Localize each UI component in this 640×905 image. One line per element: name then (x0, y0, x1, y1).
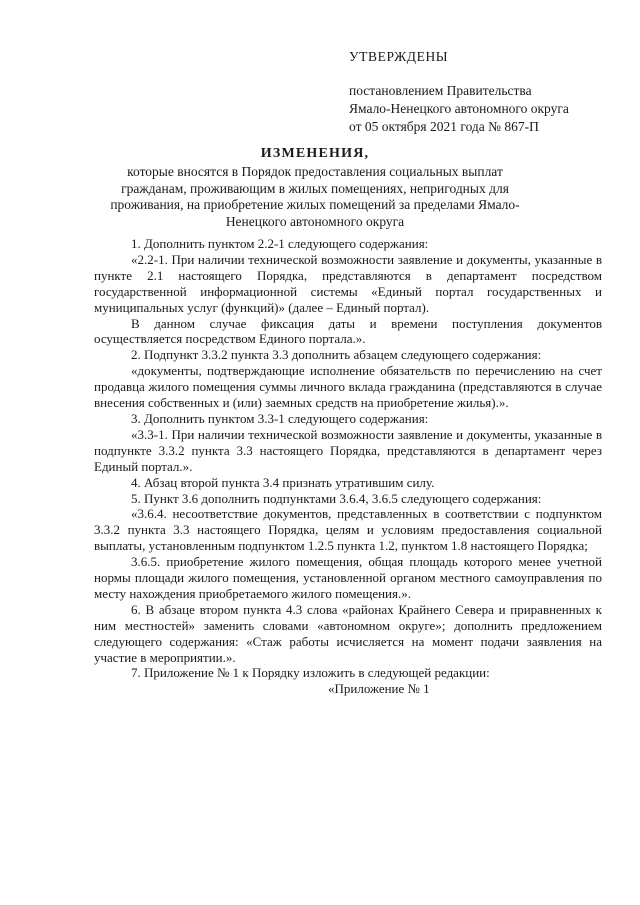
appendix-heading: «Приложение № 1 (328, 681, 430, 697)
document-body (94, 236, 602, 697)
paragraph-7: «3.3-1. При наличии технической возможности заявление и документы, указанные в подпункте 3.3.2 пункта 3.3 настоящего Порядка, представляются в департамент через Единый портал.». (94, 426, 602, 474)
paragraph-9: 5. Пункт 3.6 дополнить подпунктами 3.6.4, 3.6.5 следующего содержания: (131, 490, 542, 506)
document-title: ИЗМЕНЕНИЯ, (260, 146, 370, 161)
approval-word: УТВЕРЖДЕНЫ (349, 49, 449, 64)
paragraph-1: 1. Дополнить пунктом 2.2-1 следующего содержания: (131, 236, 429, 251)
document-heading (95, 146, 535, 231)
paragraph-12: 6. В абзаце втором пункта 4.3 слова «районах Крайнего Севера и приравненных к ним местностей» заменить словами «автономном округе»; дополнить предложением следующего содержания: «Стаж работы исчисляется на момент подачи заявления на участие в мероприятии.». (94, 601, 602, 665)
paragraph-8: 4. Абзац второй пункта 3.4 признать утратившим силу. (131, 474, 435, 490)
paragraph-5: «документы, подтверждающие исполнение обязательств по перечислению на счет продавца жилого помещения суммы личного вклада гражданина (представляются в случае внесения собственных и (или) заемных средств на приобретение жилья).». (94, 363, 602, 411)
paragraph-3: В данном случае фиксация даты и времени поступления документов осуществляется посредством Единого портала.». (94, 315, 602, 347)
approval-line-1: постановлением Правительства (349, 83, 532, 98)
document-subtitle: которые вносятся в Порядок предоставления социальных выплат гражданам, проживающим в жилых помещениях, непригодных для проживания, на приобретение жилых помещений за пределами Ямало-Ненецкого автономного округа (110, 163, 520, 230)
paragraph-4: 2. Подпункт 3.3.2 пункта 3.3 дополнить абзацем следующего содержания: (131, 347, 542, 363)
paragraph-11: 3.6.5. приобретение жилого помещения, общая площадь которого менее учетной нормы площади жилого помещения, установленной органом местного самоуправления по месту нахождения приобретаемого жилого помещения.». (94, 554, 602, 601)
approval-line-3: от 05 октября 2021 года № 867-П (349, 119, 539, 134)
paragraph-13: 7. Приложение № 1 к Порядку изложить в следующей редакции: (131, 665, 490, 681)
approval-line-2: Ямало-Ненецкого автономного округа (349, 101, 569, 116)
paragraph-6: 3. Дополнить пунктом 3.3-1 следующего содержания: (131, 410, 429, 426)
paragraph-10: «3.6.4. несоответствие документов, представленных в соответствии с подпунктом 3.3.2 пункта 3.3 настоящего Порядка, целям и условиям предоставления социальной выплаты, установленным подпунктом 1.2.5 пункта 1.2, пунктом 1.8 настоящего Порядка; (94, 506, 602, 554)
approval-block (349, 48, 569, 136)
paragraph-2: «2.2-1. При наличии технической возможности заявление и документы, указанные в пункте 2.1 настоящего Порядка, представляются в департамент посредством государственной информационной системы «Единый портал государственных и муниципальных услуг (функций)» (далее – Единый портал). (94, 251, 602, 315)
